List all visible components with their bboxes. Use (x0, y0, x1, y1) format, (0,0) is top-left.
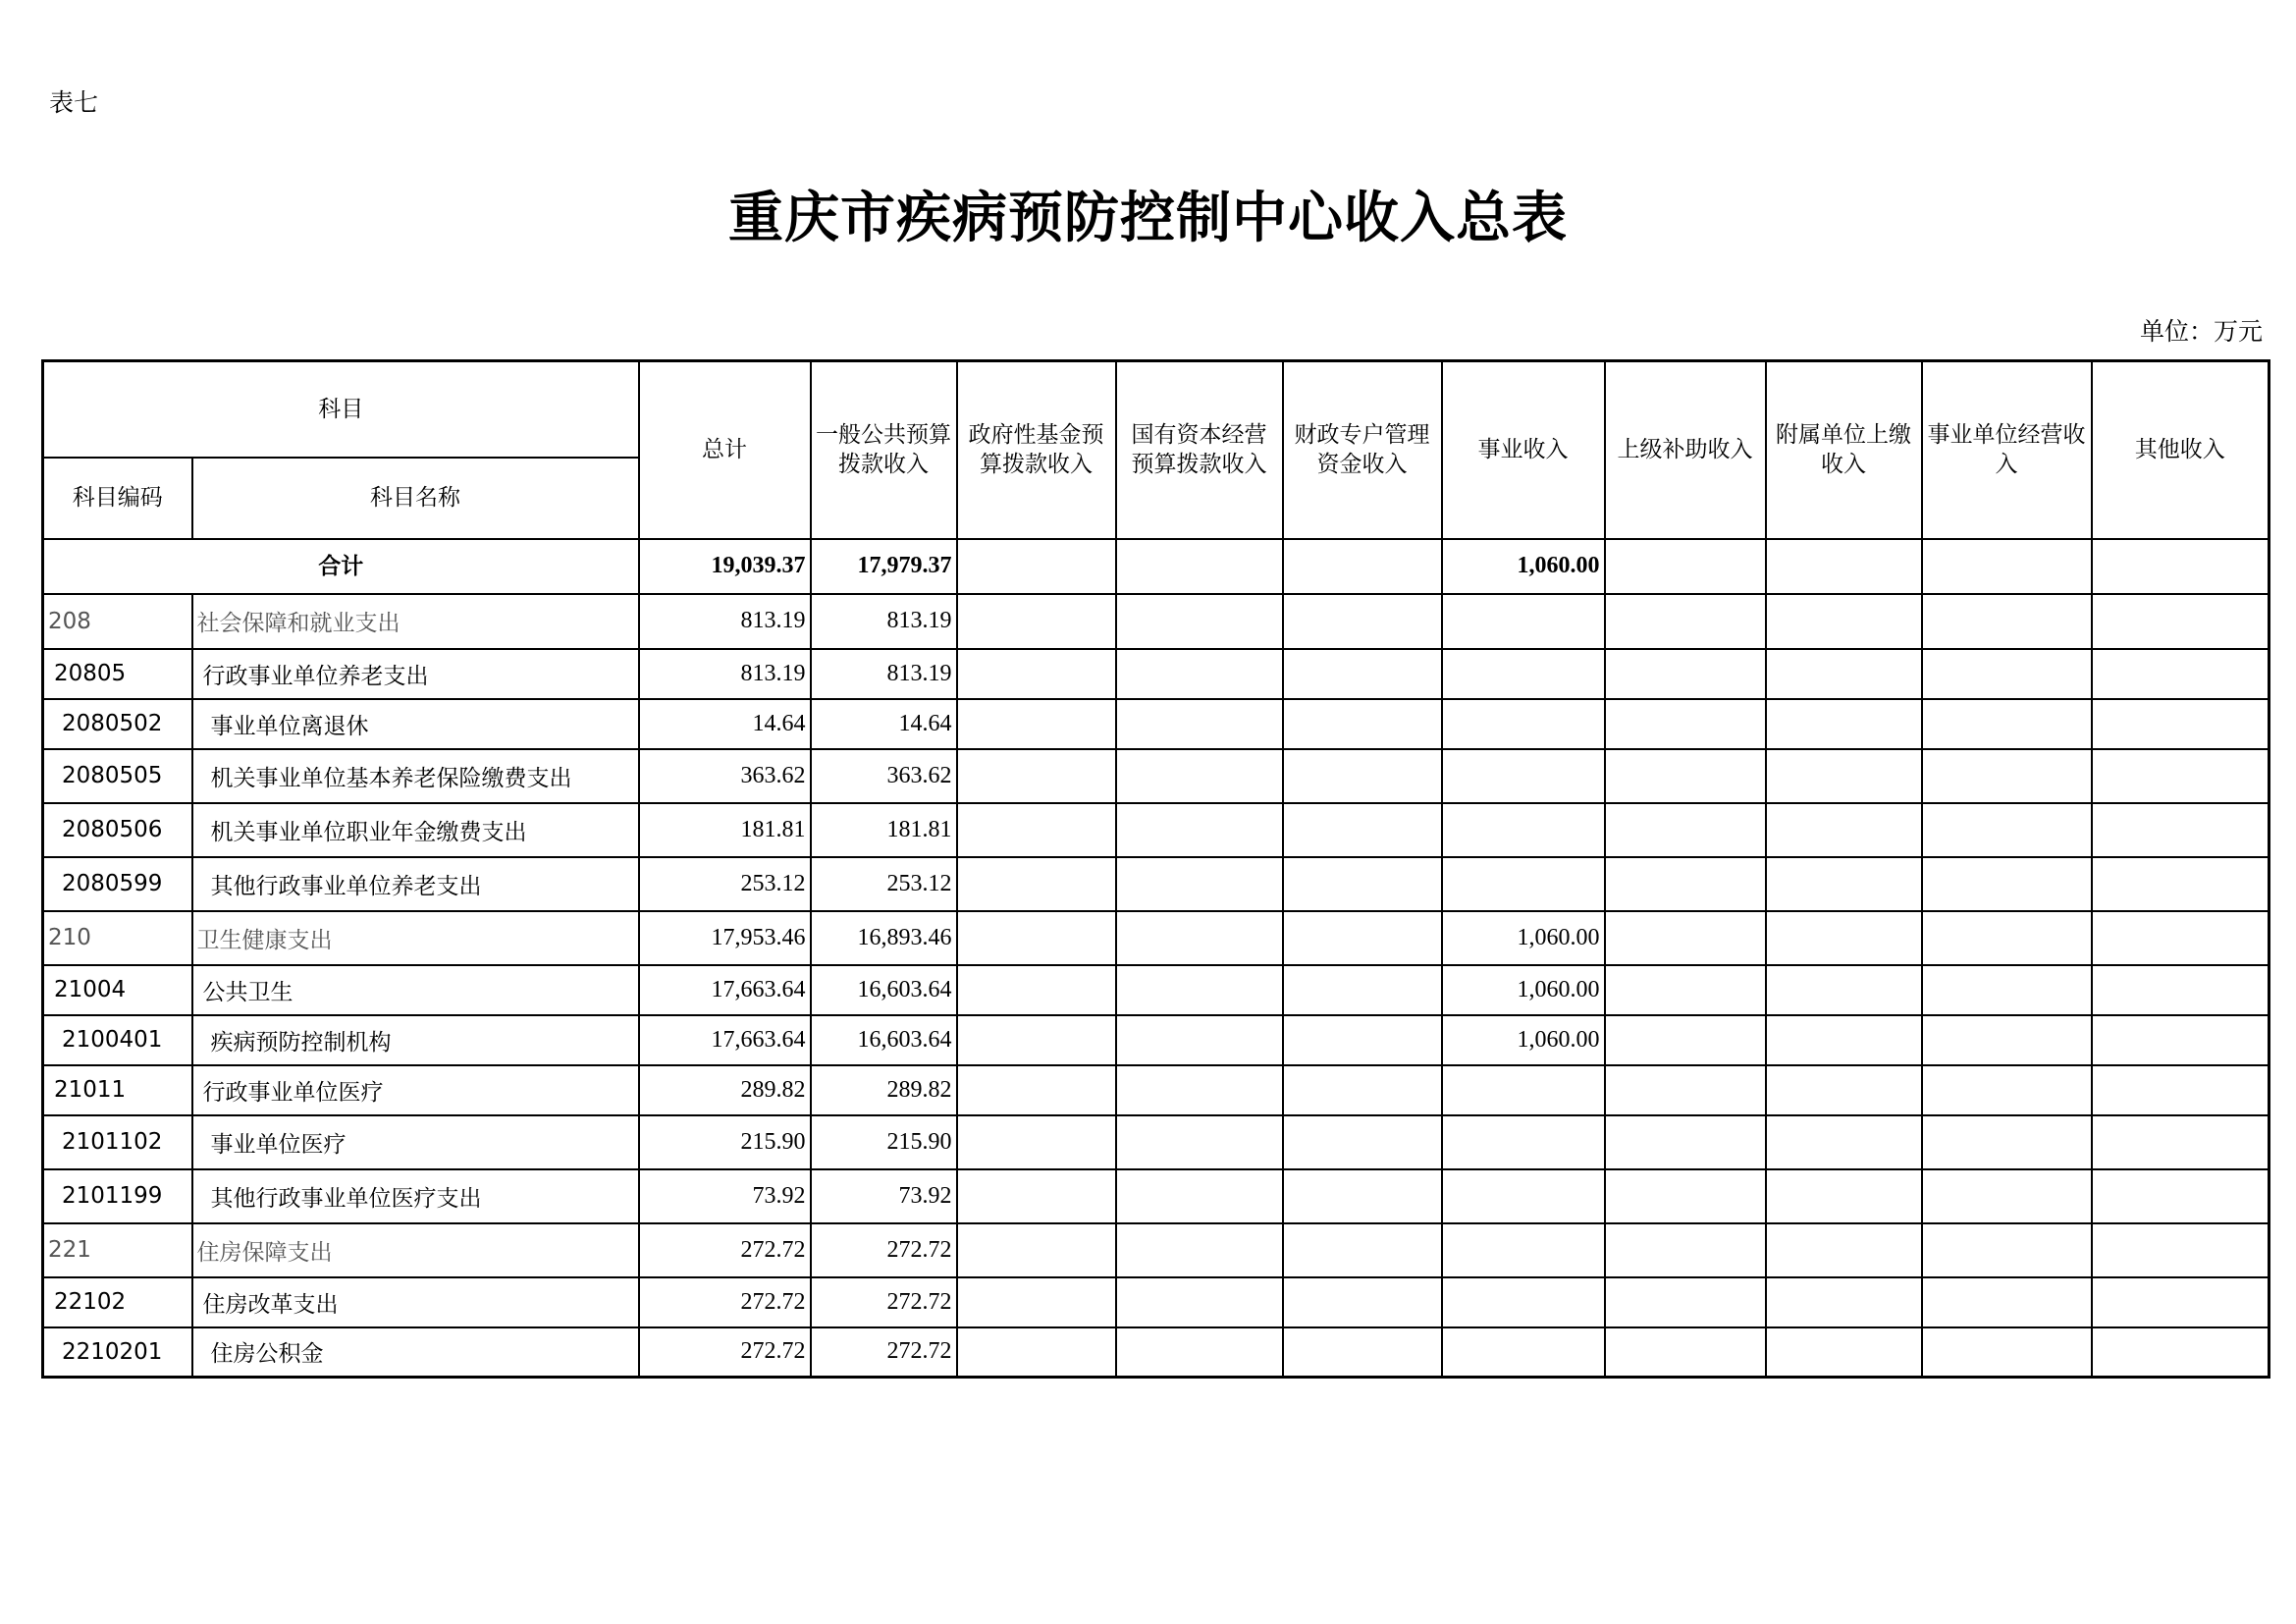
empty-cell (1283, 699, 1442, 749)
empty-cell (1116, 1065, 1283, 1115)
row-general: 16,603.64 (811, 1015, 957, 1065)
empty-cell (957, 1277, 1116, 1327)
row-business (1442, 1115, 1605, 1169)
empty-cell (2092, 965, 2269, 1015)
row-name: 卫生健康支出 (192, 911, 639, 965)
row-code: 20805 (43, 649, 192, 699)
empty-cell (1605, 699, 1766, 749)
row-general: 14.64 (811, 699, 957, 749)
row-name: 社会保障和就业支出 (192, 594, 639, 649)
row-business (1442, 1065, 1605, 1115)
header-col-operating-income: 事业单位经营收入 (1922, 361, 2092, 539)
row-business (1442, 1223, 1605, 1277)
row-total: 17,663.64 (639, 1015, 811, 1065)
empty-cell (1283, 1015, 1442, 1065)
header-col-gov-fund: 政府性基金预算拨款收入 (957, 361, 1116, 539)
empty-cell (1605, 1015, 1766, 1065)
row-general: 73.92 (811, 1169, 957, 1223)
empty-cell (1116, 857, 1283, 911)
empty-cell (1922, 649, 2092, 699)
table-row (43, 1169, 2269, 1223)
empty-cell (957, 699, 1116, 749)
income-summary-table (41, 359, 2270, 1379)
empty-cell (1283, 1327, 1442, 1378)
empty-cell (1766, 1015, 1922, 1065)
empty-cell (2092, 539, 2269, 594)
table-row (43, 803, 2269, 857)
empty-cell (2092, 857, 2269, 911)
total-row (43, 539, 2269, 594)
empty-cell (957, 1223, 1116, 1277)
empty-cell (1922, 1327, 2092, 1378)
table-row (43, 1115, 2269, 1169)
row-business (1442, 649, 1605, 699)
row-name: 事业单位医疗 (192, 1115, 639, 1169)
row-total: 272.72 (639, 1277, 811, 1327)
empty-cell (1116, 1277, 1283, 1327)
empty-cell (2092, 594, 2269, 649)
empty-cell (1922, 803, 2092, 857)
empty-cell (1922, 1065, 2092, 1115)
empty-cell (1605, 749, 1766, 803)
header-subject: 科目 (43, 361, 639, 458)
empty-cell (1605, 1277, 1766, 1327)
empty-cell (2092, 1277, 2269, 1327)
row-name: 公共卫生 (192, 965, 639, 1015)
empty-cell (1283, 1169, 1442, 1223)
empty-cell (1766, 1327, 1922, 1378)
empty-cell (1283, 911, 1442, 965)
header-col-superior-subsidy: 上级补助收入 (1605, 361, 1766, 539)
row-name: 住房保障支出 (192, 1223, 639, 1277)
row-business: 1,060.00 (1442, 911, 1605, 965)
empty-cell (957, 594, 1116, 649)
empty-cell (1922, 699, 2092, 749)
empty-cell (1922, 1277, 2092, 1327)
empty-cell (957, 539, 1116, 594)
empty-cell (1283, 1115, 1442, 1169)
header-col-general-budget: 一般公共预算拨款收入 (811, 361, 957, 539)
empty-cell (1283, 1277, 1442, 1327)
table-row (43, 1015, 2269, 1065)
empty-cell (1605, 594, 1766, 649)
row-general: 272.72 (811, 1277, 957, 1327)
empty-cell (1922, 749, 2092, 803)
empty-cell (957, 911, 1116, 965)
header-code: 科目编码 (43, 458, 192, 539)
empty-cell (2092, 911, 2269, 965)
empty-cell (1766, 1115, 1922, 1169)
total-cell-total: 19,039.37 (639, 539, 811, 594)
empty-cell (1116, 539, 1283, 594)
empty-cell (1283, 803, 1442, 857)
row-general: 181.81 (811, 803, 957, 857)
empty-cell (1283, 649, 1442, 699)
empty-cell (1116, 1015, 1283, 1065)
empty-cell (1605, 539, 1766, 594)
header-col-affiliate-remit: 附属单位上缴收入 (1766, 361, 1922, 539)
empty-cell (1766, 911, 1922, 965)
empty-cell (957, 1065, 1116, 1115)
row-name: 行政事业单位养老支出 (192, 649, 639, 699)
empty-cell (1116, 965, 1283, 1015)
row-code: 2210201 (43, 1327, 192, 1378)
row-general: 813.19 (811, 649, 957, 699)
empty-cell (957, 649, 1116, 699)
empty-cell (1283, 857, 1442, 911)
empty-cell (1116, 1327, 1283, 1378)
table-row (43, 1277, 2269, 1327)
row-general: 215.90 (811, 1115, 957, 1169)
empty-cell (1766, 699, 1922, 749)
row-business (1442, 749, 1605, 803)
table-row (43, 594, 2269, 649)
empty-cell (1766, 1169, 1922, 1223)
empty-cell (1922, 965, 2092, 1015)
empty-cell (1605, 1065, 1766, 1115)
row-total: 17,953.46 (639, 911, 811, 965)
total-cell-business: 1,060.00 (1442, 539, 1605, 594)
table-body (43, 594, 2269, 1378)
row-total: 253.12 (639, 857, 811, 911)
total-cell-general: 17,979.37 (811, 539, 957, 594)
row-code: 2080506 (43, 803, 192, 857)
empty-cell (957, 1327, 1116, 1378)
empty-cell (1605, 803, 1766, 857)
empty-cell (1116, 649, 1283, 699)
row-business (1442, 857, 1605, 911)
page-title: 重庆市疾病预防控制中心收入总表 (728, 186, 1568, 250)
header-col-state-capital: 国有资本经营预算拨款收入 (1116, 361, 1283, 539)
row-total: 272.72 (639, 1327, 811, 1378)
row-code: 2080502 (43, 699, 192, 749)
row-business (1442, 1327, 1605, 1378)
row-code: 2101102 (43, 1115, 192, 1169)
empty-cell (1116, 594, 1283, 649)
empty-cell (1766, 857, 1922, 911)
row-total: 363.62 (639, 749, 811, 803)
row-general: 253.12 (811, 857, 957, 911)
empty-cell (1605, 1327, 1766, 1378)
row-name: 其他行政事业单位医疗支出 (192, 1169, 639, 1223)
row-code: 208 (43, 594, 192, 649)
row-name: 机关事业单位基本养老保险缴费支出 (192, 749, 639, 803)
row-name: 住房公积金 (192, 1327, 639, 1378)
empty-cell (2092, 1115, 2269, 1169)
row-total: 17,663.64 (639, 965, 811, 1015)
empty-cell (957, 965, 1116, 1015)
row-name: 其他行政事业单位养老支出 (192, 857, 639, 911)
empty-cell (957, 803, 1116, 857)
empty-cell (1605, 857, 1766, 911)
row-code: 221 (43, 1223, 192, 1277)
table-row (43, 1223, 2269, 1277)
empty-cell (1605, 1223, 1766, 1277)
empty-cell (1766, 649, 1922, 699)
row-code: 210 (43, 911, 192, 965)
table-row (43, 749, 2269, 803)
table-number-label: 表七 (49, 88, 99, 117)
empty-cell (957, 749, 1116, 803)
empty-cell (1283, 539, 1442, 594)
row-total: 14.64 (639, 699, 811, 749)
row-code: 2100401 (43, 1015, 192, 1065)
empty-cell (1116, 911, 1283, 965)
table-row (43, 649, 2269, 699)
empty-cell (1605, 911, 1766, 965)
empty-cell (957, 1115, 1116, 1169)
row-general: 363.62 (811, 749, 957, 803)
empty-cell (1922, 1115, 2092, 1169)
empty-cell (1922, 594, 2092, 649)
empty-cell (1922, 1223, 2092, 1277)
row-general: 272.72 (811, 1223, 957, 1277)
row-general: 289.82 (811, 1065, 957, 1115)
empty-cell (1116, 1223, 1283, 1277)
empty-cell (1766, 749, 1922, 803)
row-business (1442, 803, 1605, 857)
row-business (1442, 699, 1605, 749)
row-total: 181.81 (639, 803, 811, 857)
empty-cell (2092, 1015, 2269, 1065)
empty-cell (2092, 1223, 2269, 1277)
empty-cell (957, 1015, 1116, 1065)
empty-cell (1766, 1223, 1922, 1277)
empty-cell (2092, 1327, 2269, 1378)
empty-cell (1283, 1065, 1442, 1115)
empty-cell (1766, 965, 1922, 1015)
row-general: 813.19 (811, 594, 957, 649)
row-business: 1,060.00 (1442, 1015, 1605, 1065)
table-row (43, 965, 2269, 1015)
empty-cell (1116, 699, 1283, 749)
row-general: 16,893.46 (811, 911, 957, 965)
row-code: 2101199 (43, 1169, 192, 1223)
empty-cell (2092, 699, 2269, 749)
empty-cell (1605, 649, 1766, 699)
row-total: 215.90 (639, 1115, 811, 1169)
empty-cell (1922, 911, 2092, 965)
row-general: 16,603.64 (811, 965, 957, 1015)
row-name: 机关事业单位职业年金缴费支出 (192, 803, 639, 857)
table-row (43, 911, 2269, 965)
empty-cell (1283, 1223, 1442, 1277)
empty-cell (1283, 594, 1442, 649)
empty-cell (957, 1169, 1116, 1223)
empty-cell (1922, 1015, 2092, 1065)
table-row (43, 857, 2269, 911)
row-name: 住房改革支出 (192, 1277, 639, 1327)
empty-cell (1283, 749, 1442, 803)
empty-cell (1283, 965, 1442, 1015)
empty-cell (2092, 649, 2269, 699)
row-total: 813.19 (639, 594, 811, 649)
header-col-business-income: 事业收入 (1442, 361, 1605, 539)
table-row (43, 1065, 2269, 1115)
empty-cell (1116, 1169, 1283, 1223)
row-total: 73.92 (639, 1169, 811, 1223)
row-code: 2080599 (43, 857, 192, 911)
empty-cell (1766, 1065, 1922, 1115)
total-label: 合计 (43, 539, 639, 594)
row-total: 272.72 (639, 1223, 811, 1277)
empty-cell (1605, 965, 1766, 1015)
empty-cell (1766, 539, 1922, 594)
row-code: 21004 (43, 965, 192, 1015)
empty-cell (1922, 539, 2092, 594)
empty-cell (1116, 749, 1283, 803)
unit-label: 单位：万元 (2139, 317, 2263, 346)
row-business (1442, 594, 1605, 649)
empty-cell (1605, 1169, 1766, 1223)
empty-cell (2092, 749, 2269, 803)
row-name: 事业单位离退休 (192, 699, 639, 749)
row-total: 813.19 (639, 649, 811, 699)
row-name: 行政事业单位医疗 (192, 1065, 639, 1115)
row-code: 22102 (43, 1277, 192, 1327)
empty-cell (1766, 803, 1922, 857)
row-business (1442, 1169, 1605, 1223)
header-row-1 (43, 361, 2269, 458)
row-code: 21011 (43, 1065, 192, 1115)
row-general: 272.72 (811, 1327, 957, 1378)
empty-cell (1605, 1115, 1766, 1169)
empty-cell (1766, 594, 1922, 649)
table-row (43, 699, 2269, 749)
header-col-special-account: 财政专户管理资金收入 (1283, 361, 1442, 539)
empty-cell (957, 857, 1116, 911)
empty-cell (2092, 1169, 2269, 1223)
empty-cell (1766, 1277, 1922, 1327)
header-col-other-income: 其他收入 (2092, 361, 2269, 539)
empty-cell (1922, 1169, 2092, 1223)
row-name: 疾病预防控制机构 (192, 1015, 639, 1065)
empty-cell (2092, 1065, 2269, 1115)
empty-cell (1116, 803, 1283, 857)
empty-cell (1922, 857, 2092, 911)
header-name: 科目名称 (192, 458, 639, 539)
row-business: 1,060.00 (1442, 965, 1605, 1015)
table-row (43, 1327, 2269, 1378)
empty-cell (2092, 803, 2269, 857)
row-code: 2080505 (43, 749, 192, 803)
empty-cell (1116, 1115, 1283, 1169)
row-total: 289.82 (639, 1065, 811, 1115)
header-col-total: 总计 (639, 361, 811, 539)
row-business (1442, 1277, 1605, 1327)
